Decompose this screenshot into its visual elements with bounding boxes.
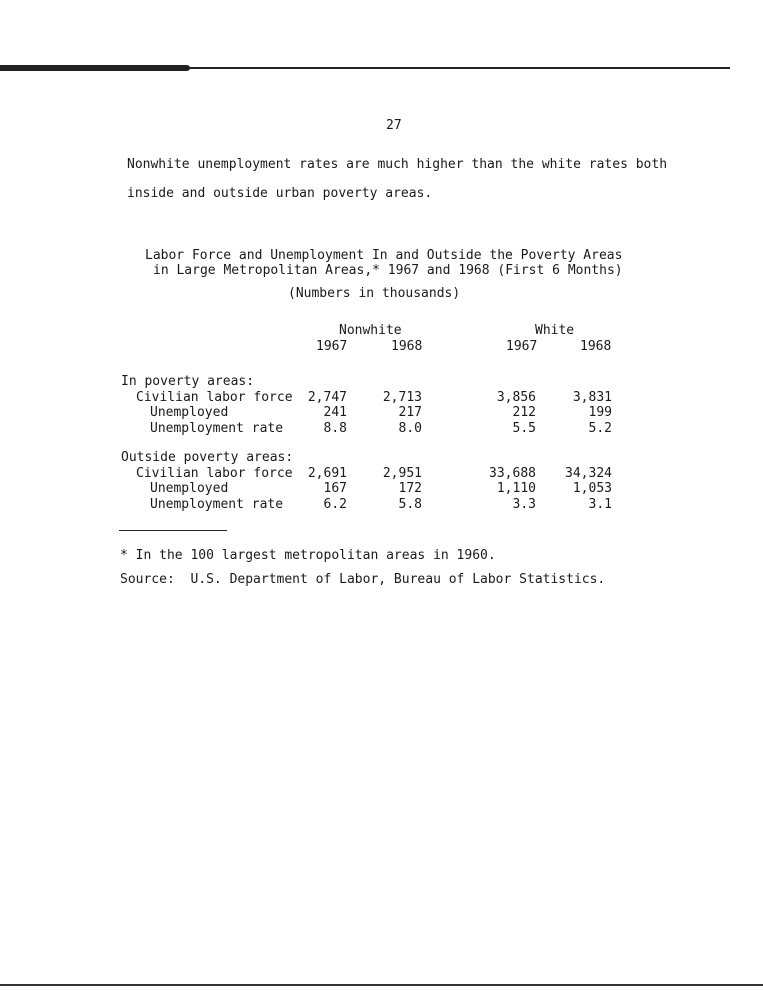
table-cell: 34,324 <box>565 466 612 481</box>
year-header: 1967 <box>506 339 538 354</box>
year-header: 1967 <box>316 339 348 354</box>
intro-paragraph: Nonwhite unemployment rates are much higher than the white rates both inside and outside urban poverty areas. <box>127 157 668 201</box>
table-cell: 3,831 <box>572 390 612 405</box>
row-label: Unemployment rate <box>150 497 284 512</box>
row-label: Unemployed <box>150 481 229 496</box>
year-header: 1968 <box>391 339 423 354</box>
table-cell: 5.8 <box>398 497 422 512</box>
footnote-rule <box>119 530 227 531</box>
section-label: In poverty areas: <box>121 374 255 389</box>
year-header: 1968 <box>580 339 612 354</box>
table-cell: 1,110 <box>496 481 536 496</box>
page-number: 27 <box>386 118 402 133</box>
table-cell: 217 <box>398 405 422 420</box>
table-cell: 3,856 <box>496 390 536 405</box>
row-label: Civilian labor force <box>136 390 293 405</box>
footnote: * In the 100 largest metropolitan areas in 1960. <box>120 548 496 563</box>
table-cell: 8.0 <box>398 421 422 436</box>
table-title-line-2: in Large Metropolitan Areas,* 1967 and 1968 (First 6 Months) <box>153 263 623 278</box>
table-cell: 2,713 <box>382 390 422 405</box>
table-title-line-3: (Numbers in thousands) <box>288 286 461 301</box>
group-header-white: White <box>535 323 575 338</box>
row-label: Unemployed <box>150 405 229 420</box>
bottom-rule <box>0 984 763 986</box>
table-cell: 2,951 <box>382 466 422 481</box>
table-cell: 167 <box>323 481 347 496</box>
table-cell: 5.5 <box>512 421 536 436</box>
table-cell: 3.1 <box>588 497 612 512</box>
table-cell: 5.2 <box>588 421 612 436</box>
table-cell: 2,691 <box>307 466 347 481</box>
table-cell: 1,053 <box>572 481 612 496</box>
top-rule <box>0 67 730 69</box>
row-label: Unemployment rate <box>150 421 284 436</box>
table-cell: 2,747 <box>307 390 347 405</box>
table-cell: 3.3 <box>512 497 536 512</box>
table-cell: 33,688 <box>489 466 536 481</box>
section-label: Outside poverty areas: <box>121 450 294 465</box>
row-label: Civilian labor force <box>136 466 293 481</box>
table-cell: 8.8 <box>323 421 347 436</box>
table-cell: 6.2 <box>323 497 347 512</box>
group-header-nonwhite: Nonwhite <box>339 323 402 338</box>
source-note: Source: U.S. Department of Labor, Bureau of Labor Statistics. <box>120 572 606 587</box>
table-cell: 212 <box>512 405 536 420</box>
table-cell: 241 <box>323 405 347 420</box>
table-cell: 199 <box>588 405 612 420</box>
table-cell: 172 <box>398 481 422 496</box>
table-title-line-1: Labor Force and Unemployment In and Outside the Poverty Areas <box>145 248 623 263</box>
